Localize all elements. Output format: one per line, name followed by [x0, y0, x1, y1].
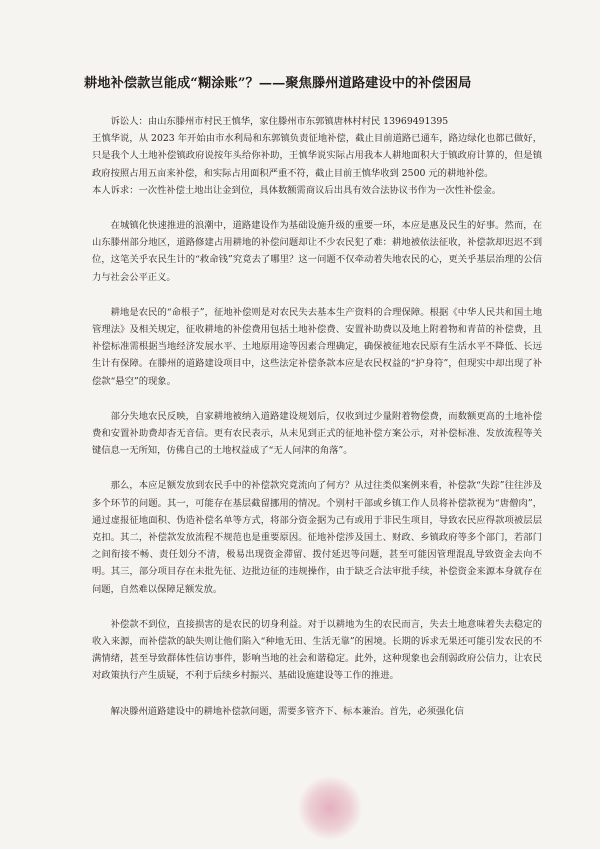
red-seal-stamp [298, 776, 362, 840]
body-paragraph-3: 部分失地农民反映，自家耕地被纳入道路建设规划后，仅收到过少量附着物偿费，而数额更高的土地补偿费和安置补助费却杳无音信。更有农民表示，从未见到正式的征地补偿方案公示，对补偿标准、发放流程等关键信息一无所知，仿佛自己的土地权益成了“无人问津的角落”。 [92, 410, 542, 457]
petition-header: 诉讼人：由山东滕州市村民王慎华，家住滕州市东郭镇唐林村村民 13969491395 [110, 116, 449, 127]
spacer [92, 199, 542, 217]
spacer [92, 286, 542, 304]
spacer [92, 390, 542, 408]
body-paragraph-6: 解决滕州道路建设中的耕地补偿款问题，需要多管齐下、标本兼治。首先，必须强化信 [110, 705, 464, 717]
body-paragraph-1: 在城镇化快速推进的浪潮中，道路建设作为基础设施升级的重要一环，本应是惠及民生的好事。然而，在山东滕州部分地区，道路修建占用耕地的补偿问题却让不少农民犯了难：耕地被依法征收，补偿款却迟迟不到位，这笔关乎农民生计的“救命钱”究竟去了哪里？这一问题不仅牵动着失地农民的心，更关乎基层治理的公信力与社会公平正义。 [92, 220, 542, 283]
document-title: 耕地补偿款岂能成“糊涂账”？——聚焦滕州道路建设中的补偿困局 [84, 76, 472, 91]
petition-request: 本人诉求：一次性补偿土地出让金到位，具体数额需商议后出具有效合法协议书作为一次性补偿金。 [92, 184, 502, 196]
spacer [92, 685, 542, 703]
body-paragraph-2: 耕地是农民的“命根子”，征地补偿则是对农民失去基本生产资料的合理保障。根据《中华人民共和国土地管理法》及相关规定，征收耕地的补偿费用包括土地补偿费、安置补助费以及地上附着物和青苗的补偿费，且补偿标准需根据当地经济发展水平、土地原用途等因素合理确定，确保被征地农民原有生活水平不降低、长远生计有保障。在滕州的道路建设项目中，这些法定补偿条款本应是农民权益的“护身符”，但现实中却出现了补偿款“悬空”的现象。 [92, 306, 542, 387]
spacer [92, 459, 542, 477]
petition-statement: 王慎华说，从 2023 年开始由市水利局和东郭镇负责征地补偿，截止目前道路已通车，路边绿化也都已做好，只是我个人土地补偿镇政府说按年头给你补助，王慎华说实际占用我本人耕地面积大于镇政府计算的，但是镇政府按照占用五亩来补偿，和实际占用面积严重不符，截止目前王慎华收到 2500 元的耕地补偿。 [92, 133, 542, 179]
body-paragraph-5: 补偿款不到位，直接损害的是农民的切身利益。对于以耕地为生的农民而言，失去土地意味着失去稳定的收入来源，而补偿款的缺失则让他们陷入“种地无田、生活无靠”的困境。长期的诉求无果还可能引发农民的不满情绪，甚至导致群体性信访事件，影响当地的社会和谐稳定。此外，这种现象也会削弱政府公信力，让农民对政策执行产生质疑，不利于后续乡村振兴、基础设施建设等工作的推进。 [92, 618, 542, 682]
body-paragraph-4: 那么，本应足额发放到农民手中的补偿款究竟流向了何方？从过往类似案例来看，补偿款“失踪”往往涉及多个环节的问题。其一，可能存在基层截留挪用的情况。个别村干部或乡镇工作人员将补偿款视为“唐僧肉”，通过虚报征地面积、伪造补偿名单等方式，将部分资金据为己有或用于非民生项目，导致农民应得款项被层层克扣。其二，补偿款发放流程不规范也是重要原因。征地补偿涉及国土、财政、乡镇政府等多个部门，若部门之间衔接不畅、责任划分不清，极易出现资金滞留、拨付延迟等问题，甚至可能因管理混乱导致资金去向不明。其三，部分项目存在未批先征、边批边征的违规操作，由于缺乏合法审批手续，补偿资金来源本身就存在问题，自然难以保障足额发放。 [92, 480, 542, 595]
spacer [92, 598, 542, 616]
